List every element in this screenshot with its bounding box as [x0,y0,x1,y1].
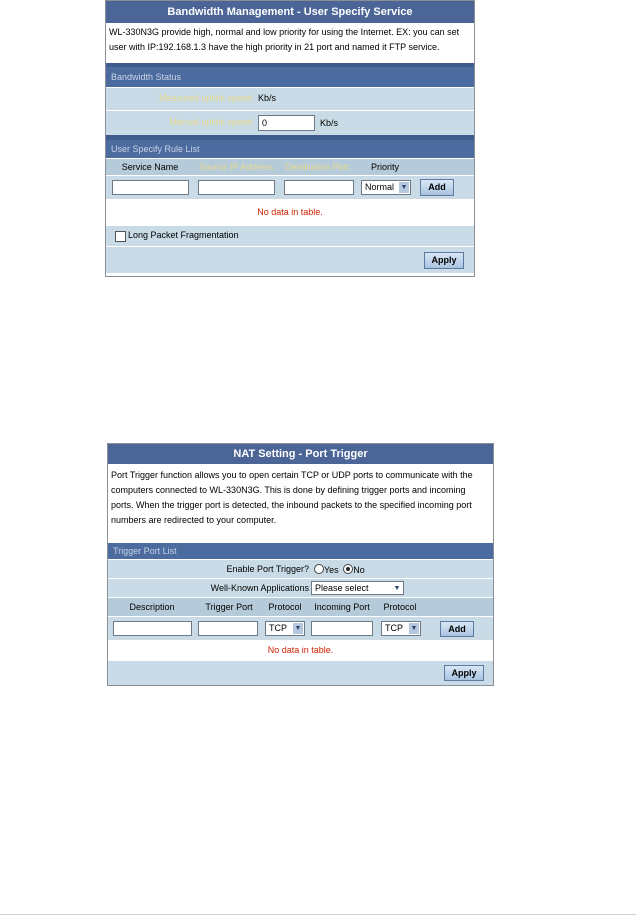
trigger-input-row [108,616,493,639]
nat-apply-row [108,660,493,685]
trigger-port-input[interactable] [198,621,258,636]
enable-no-label: No [353,565,365,575]
description-input[interactable] [113,621,192,636]
col-source-ip: Source IP Address [198,162,274,172]
trigger-no-data: No data in table. [108,639,493,660]
enable-yes-radio[interactable] [314,564,324,574]
measured-uplink-row [106,87,474,110]
manual-uplink-unit: Kb/s [320,118,339,128]
nat-panel-title: NAT Setting - Port Trigger [108,444,493,464]
manual-uplink-label: Manual uplink speed [169,117,252,127]
protocol-2-select[interactable] [381,621,421,636]
enable-no-radio[interactable] [343,564,353,574]
long-packet-label: Long Packet Fragmentation [128,230,239,240]
add-rule-button[interactable]: Add [420,179,454,196]
col-trigger-port: Trigger Port [205,602,253,612]
rule-columns-row [106,158,474,175]
col-service-name: Service Name [121,162,179,172]
enable-yes-label: Yes [324,565,339,575]
nat-port-trigger-panel [107,443,494,686]
long-packet-checkbox[interactable] [115,231,126,242]
source-ip-input[interactable] [198,180,275,195]
well-known-apps-select[interactable] [311,581,404,595]
well-known-apps-label: Well-Known Applications [210,583,309,593]
col-protocol-1: Protocol [268,602,302,612]
incoming-port-input[interactable] [311,621,373,636]
trigger-columns-row [108,597,493,616]
protocol-2-value: TCP [385,623,403,633]
well-known-apps-row [108,578,493,597]
priority-value: Normal [365,182,395,192]
long-packet-row [106,225,474,246]
rule-no-data: No data in table. [106,198,474,225]
trigger-port-list-header: Trigger Port List [108,543,493,559]
protocol-1-value: TCP [269,623,287,633]
rule-list-header: User Specify Rule List [106,135,474,158]
bandwidth-apply-button[interactable]: Apply [424,252,464,269]
chevron-down-icon: ▼ [393,585,401,592]
destination-port-input[interactable] [284,180,354,195]
enable-trigger-radios [314,564,365,575]
col-protocol-2: Protocol [383,602,417,612]
col-destination-port: Destination Port [284,162,350,172]
bandwidth-status-header: Bandwidth Status [106,63,474,87]
add-trigger-button[interactable]: Add [440,621,474,637]
bandwidth-intro-text: WL-330N3G provide high, normal and low priority for using the Internet. EX: you can set user with IP:192.168.1.3 have the high priority in 21 port and named it FTP service. [106,23,474,63]
page-footer-rule [0,914,636,915]
rule-input-row [106,175,474,198]
col-incoming-port: Incoming Port [314,602,370,612]
bandwidth-apply-row [106,246,474,273]
bandwidth-panel-title: Bandwidth Management - User Specify Service [106,1,474,23]
col-description: Description [129,602,175,612]
col-priority: Priority [370,162,399,172]
measured-uplink-unit: Kb/s [258,93,277,103]
enable-trigger-row [108,559,493,578]
enable-trigger-label: Enable Port Trigger? [226,564,309,574]
nat-apply-button[interactable]: Apply [444,665,484,681]
manual-uplink-row [106,110,474,135]
chevron-down-icon: ▼ [400,184,408,191]
manual-uplink-input[interactable]: 0 [258,115,315,131]
nat-intro-text: Port Trigger function allows you to open certain TCP or UDP ports to communicate with the computers connected to WL-330N3G. This is done by defining trigger ports and incoming ports. When the trigger port is detected, the inbound packets to the specified incoming port numbers are redirected to your computer. [108,464,493,543]
protocol-1-select[interactable] [265,621,305,636]
priority-select[interactable] [361,180,411,195]
chevron-down-icon: ▼ [410,625,418,632]
chevron-down-icon: ▼ [294,625,302,632]
measured-uplink-label: Measured uplink speed [158,93,252,103]
service-name-input[interactable] [112,180,189,195]
bandwidth-management-panel [105,0,475,277]
well-known-apps-value: Please select [315,583,369,593]
